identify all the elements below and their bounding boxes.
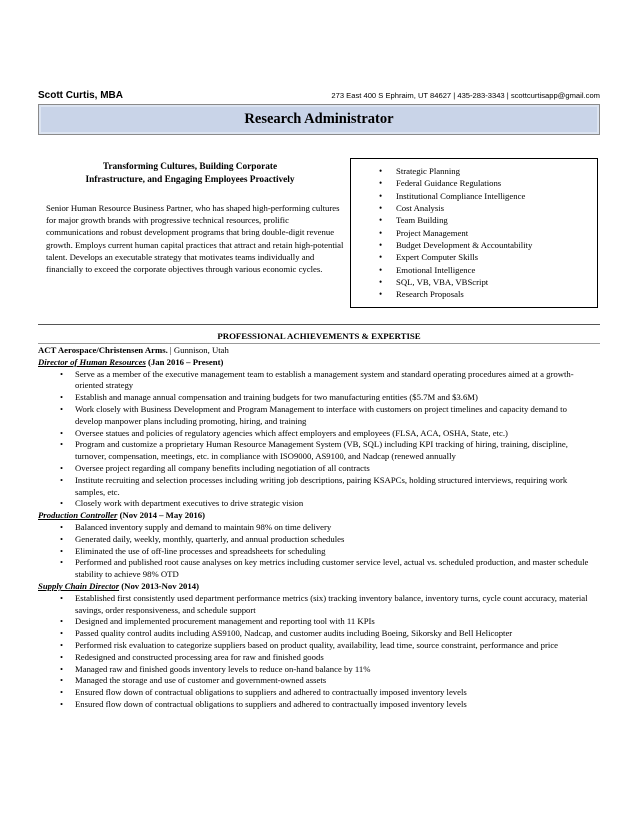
company-location: | Gunnison, Utah: [167, 345, 229, 355]
skill-item: • Expert Computer Skills: [351, 251, 597, 263]
skill-item: • Emotional Intelligence: [351, 264, 597, 276]
company-line: [38, 345, 600, 357]
skills-list: [351, 165, 597, 301]
achievement-item: • Oversee project regarding all company benefits including negotiation of all contracts: [38, 463, 600, 475]
section-divider: [38, 343, 600, 344]
section-title: PROFESSIONAL ACHIEVEMENTS & EXPERTISE: [217, 331, 421, 341]
role-title: Supply Chain Director: [38, 580, 120, 591]
skill-item: • Strategic Planning: [351, 165, 597, 177]
experience-section: [38, 345, 600, 711]
professional-summary: Senior Human Resource Business Partner, who has shaped high-performing cultures for major growth brands with progressive technical resources, prolific communications and robust development programs that bring double-digit revenue growth. Employs current human capital practices that attract and retain high-potential talent. Develops an executable strategy that motivates teams individually and financially to exceed the corporate objectives through various economic cycles.: [46, 203, 344, 275]
section-divider: [38, 324, 600, 325]
role-dates: (Nov 2013-Nov 2014): [119, 580, 199, 591]
skill-item: • Federal Guidance Regulations: [351, 177, 597, 189]
skill-item: • Research Proposals: [351, 288, 597, 300]
skill-item: • Institutional Compliance Intelligence: [351, 190, 597, 202]
role-title: Director of Human Resources: [38, 356, 146, 367]
achievement-item: • Work closely with Business Development and Program Management to interface with customers on project timelines and capacity demand to develop manpower plans including promoting, hiring, and training: [38, 404, 600, 428]
achievement-item: • Balanced inventory supply and demand to maintain 98% on time delivery: [38, 522, 600, 534]
achievement-item: • Managed raw and finished goods inventory levels to reduce on-hand balance by 11%: [38, 664, 600, 676]
skill-item: • Budget Development & Accountability: [351, 239, 597, 251]
achievement-item: • Institute recruiting and selection processes including writing job descriptions, pairing KSAPCs, holding structured interviews, requiring work samples, etc.: [38, 475, 600, 499]
achievement-item: • Passed quality control audits including AS9100, Nadcap, and customer audits including Boeing, Sikorsky and Bell Helicopter: [38, 628, 600, 640]
skills-box: [350, 158, 598, 308]
achievement-item: • Oversee statues and policies of regulatory agencies which affect employers and employees (FLSA, ACA, OSHA, State, etc.): [38, 428, 600, 440]
skill-item: • SQL, VB, VBA, VBScript: [351, 276, 597, 288]
candidate-name: Scott Curtis, MBA: [38, 90, 123, 101]
role-dates: (Nov 2014 – May 2016): [117, 510, 206, 521]
resume-header: [38, 90, 600, 104]
intro-heading-line: Transforming Cultures, Building Corporate: [102, 162, 278, 172]
achievement-item: • Performed and published root cause analyses on key metrics including customer service level, actual vs. scheduled production, and master schedule stability to achieve 98% OTD: [38, 557, 600, 581]
role-title: Production Controller: [38, 510, 118, 521]
achievement-item: • Managed the storage and use of customer and government-owned assets: [38, 675, 600, 687]
title-bar: [38, 104, 600, 135]
company-name: ACT Aerospace/Christensen Arms.: [38, 345, 168, 355]
role-dates: (Jan 2016 – Present): [145, 356, 224, 367]
role-heading: [38, 357, 600, 369]
achievement-item: • Serve as a member of the executive management team to establish a management system and standard operating procedures aimed at a growth-oriented strategy: [38, 369, 600, 393]
skill-item: • Cost Analysis: [351, 202, 597, 214]
achievement-item: • Closely work with department executives to drive strategic vision: [38, 498, 600, 510]
achievement-item: • Generated daily, weekly, monthly, quarterly, and annual production schedules: [38, 534, 600, 546]
intro-heading-line: Infrastructure, and Engaging Employees Proactively: [85, 175, 295, 185]
achievement-item: • Designed and implemented procurement management and reporting tool with 11 KPIs: [38, 616, 600, 628]
role-heading: [38, 510, 600, 522]
achievement-item: • Established first consistently used department performance metrics (six) tracking inventory balance, inventory turns, cycle count accuracy, material savings, order responsiveness, and schedule support: [38, 593, 600, 617]
intro-heading: [46, 161, 334, 187]
achievement-item: • Redesigned and constructed processing area for raw and finished goods: [38, 652, 600, 664]
achievement-item: • Performed risk evaluation to categorize suppliers based on product quality, availability, lead time, source constraint, performance and price: [38, 640, 600, 652]
skill-item: • Team Building: [351, 214, 597, 226]
achievement-item: • Ensured flow down of contractual obligations to suppliers and adhered to contractually imposed inventory levels: [38, 687, 600, 699]
achievement-item: • Eliminated the use of off-line processes and spreadsheets for scheduling: [38, 546, 600, 558]
achievement-item: • Program and customize a proprietary Human Resource Management System (VB, SQL) including KPI tracking of hiring, training, discipline, turnover, compensation, meetings, etc. in compliance with ISO9000, AS9100, and Nadcap (renewed annually: [38, 439, 600, 463]
achievement-item: • Ensured flow down of contractual obligations to suppliers and adhered to contractually imposed inventory levels: [38, 699, 600, 711]
job-title: Research Administrator: [244, 111, 394, 127]
role-heading: [38, 581, 600, 593]
contact-info: 273 East 400 S Ephraim, UT 84627 | 435-283-3343 | scottcurtisapp@gmail.com: [331, 91, 600, 100]
achievement-item: • Establish and manage annual compensation and training budgets for two manufacturing entities ($5.7M and $3.6M): [38, 392, 600, 404]
skill-item: • Project Management: [351, 227, 597, 239]
